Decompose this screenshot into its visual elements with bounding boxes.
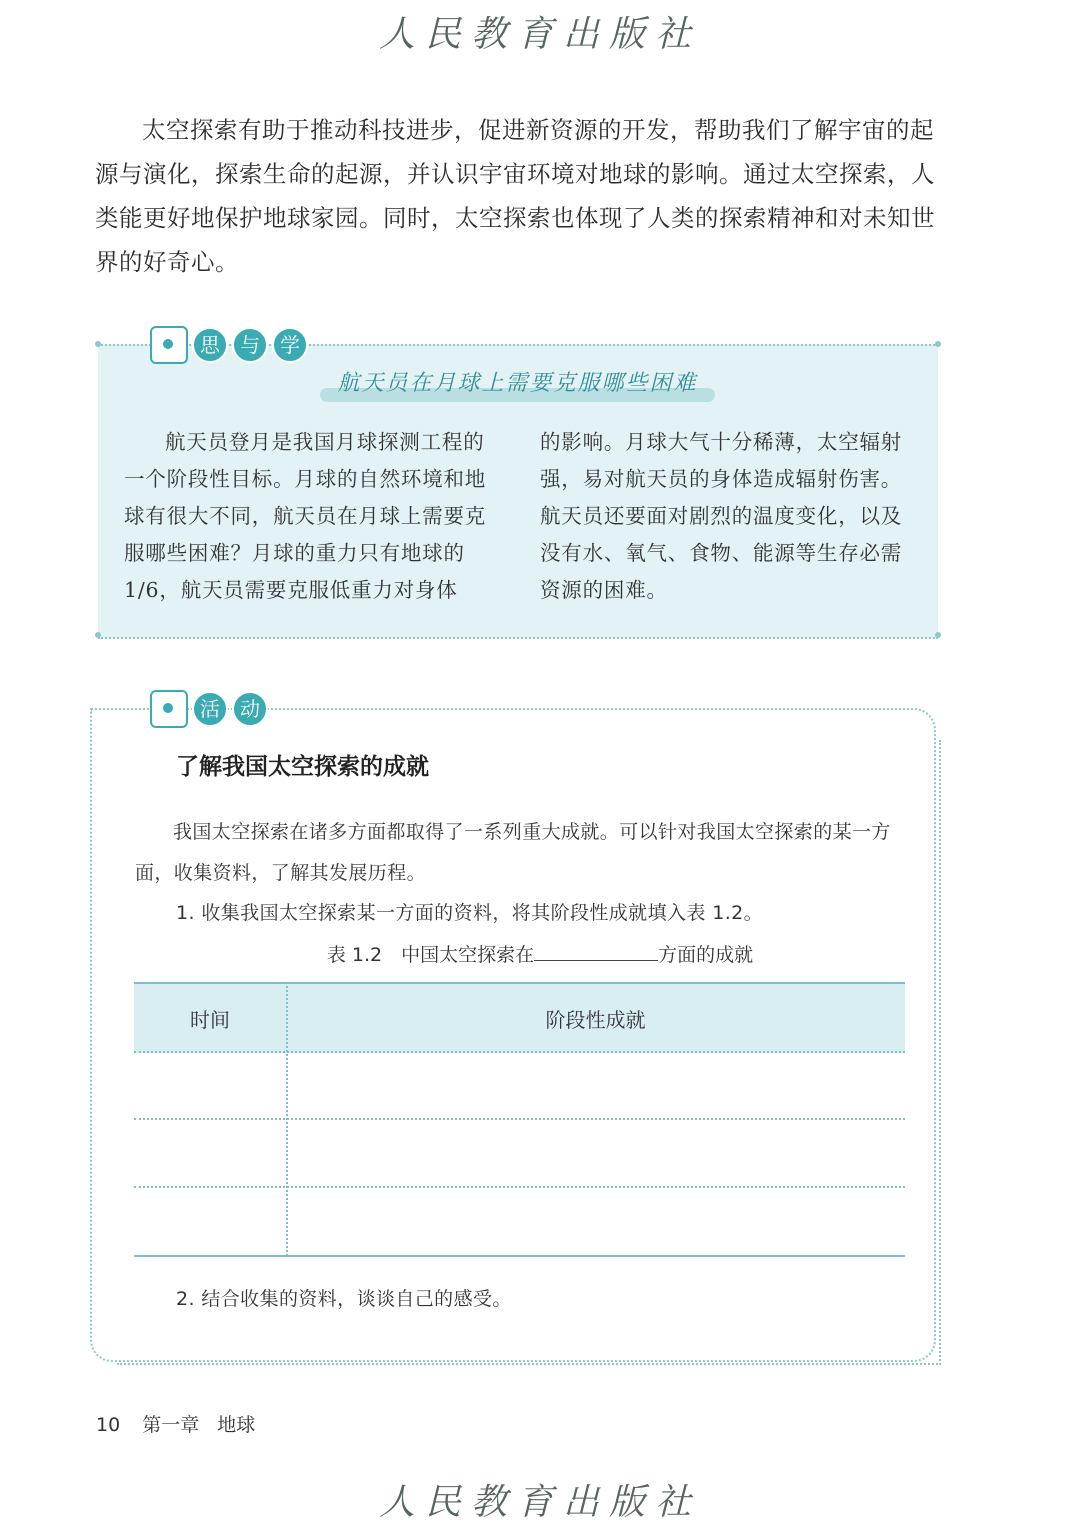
activity-icon	[150, 690, 188, 728]
badge-char: 思	[192, 327, 228, 363]
badge-char: 活	[192, 691, 228, 727]
table-header-time: 时间	[190, 1008, 230, 1032]
table-header-achievement: 阶段性成就	[545, 1008, 646, 1032]
think-learn-text-right: 的影响。月球大气十分稀薄，太空辐射强，易对航天员的身体造成辐射伤害。航天员还要面对剧烈的温度变化，以及没有水、氧气、食物、能源等生存必需资源的困难。	[540, 430, 903, 602]
section-label: 地球	[217, 1414, 256, 1436]
think-learn-title-wrap	[320, 366, 715, 406]
table-row-divider	[134, 1118, 905, 1120]
think-learn-title: 航天员在月球上需要克服哪些困难	[337, 371, 698, 396]
think-learn-text-left: 航天员登月是我国月球探测工程的一个阶段性目标。月球的自然环境和地球有很大不同，航天员在月球上需要克服哪些困难？月球的重力只有地球的1/6，航天员需要克服低重力对身体	[124, 430, 487, 602]
box-corner-dot	[935, 632, 941, 638]
table-column-divider	[286, 982, 288, 1256]
table-row-divider	[134, 1186, 905, 1188]
activity-intro: 我国太空探索在诸多方面都取得了一系列重大成就。可以针对我国太空探索的某一方面，收集资料，了解其发展历程。	[135, 821, 891, 884]
box-corner-dot	[935, 341, 941, 347]
publisher-watermark-top: 人民教育出版社	[378, 14, 701, 55]
achievement-table	[134, 982, 905, 1256]
chapter-label: 第一章	[142, 1414, 200, 1436]
page-number: 10	[96, 1414, 121, 1436]
table-header-row	[134, 982, 905, 1053]
activity-badge	[150, 690, 268, 728]
badge-char: 学	[272, 327, 308, 363]
box-corner-dot	[95, 341, 101, 347]
think-learn-badge	[150, 326, 308, 364]
activity-step-1: 1. 收集我国太空探索某一方面的资料，将其阶段性成就填入表 1.2。	[176, 902, 764, 924]
activity-step-2: 2. 结合收集的资料，谈谈自己的感受。	[176, 1288, 512, 1310]
fill-in-blank[interactable]	[534, 944, 658, 961]
badge-char: 与	[232, 327, 268, 363]
table-bottom-border	[134, 1255, 905, 1257]
intro-paragraph: 太空探索有助于推动科技进步，促进新资源的开发，帮助我们了解宇宙的起源与演化，探索生命的起源，并认识宇宙环境对地球的影响。通过太空探索，人类能更好地保护地球家园。同时，太空探索也体现了人类的探索精神和对未知世界的好奇心。	[95, 116, 935, 276]
table-caption	[0, 940, 1080, 967]
book-icon	[150, 326, 188, 364]
box-corner-dot	[95, 632, 101, 638]
table-caption-prefix: 表 1.2 中国太空探索在	[326, 944, 535, 966]
page-footer	[96, 1410, 255, 1437]
table-caption-suffix: 方面的成就	[658, 944, 754, 966]
badge-char: 动	[232, 691, 268, 727]
publisher-watermark-bottom: 人民教育出版社	[378, 1482, 701, 1523]
activity-heading: 了解我国太空探索的成就	[176, 754, 429, 780]
